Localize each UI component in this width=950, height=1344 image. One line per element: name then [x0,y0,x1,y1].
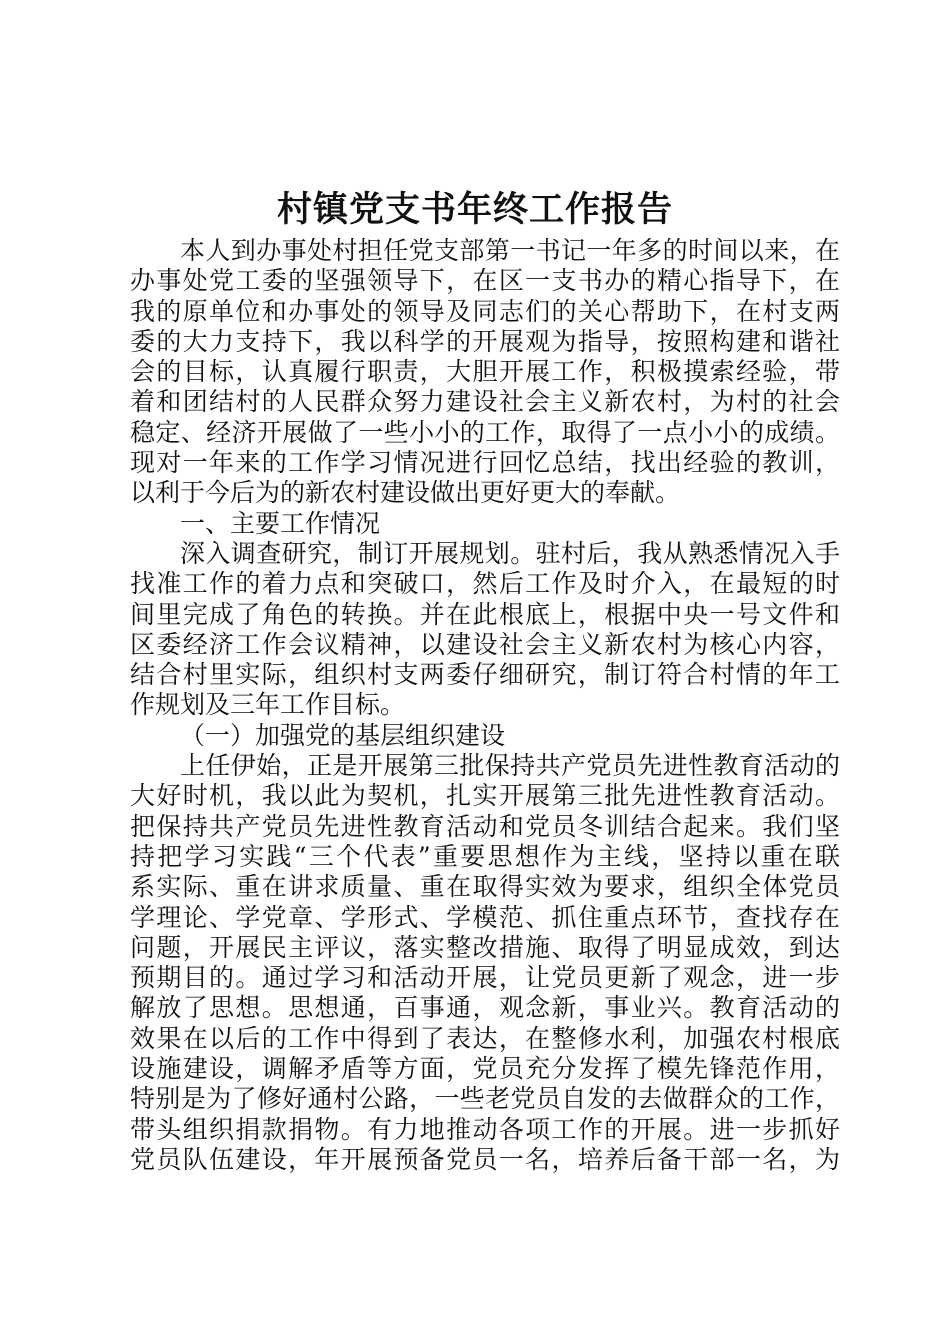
paragraph-line: 间里完成了角色的转换。并在此根底上，根据中央一号文件和 [130,599,840,629]
paragraph-line: 会的目标，认真履行职责，大胆开展工作，积极摸索经验，带 [130,357,840,387]
paragraph-line: 大好时机，我以此为契机，扎实开展第三批先进性教育活动。 [130,781,840,811]
paragraph-line: 找准工作的着力点和突破口，然后工作及时介入，在最短的时 [130,569,840,599]
paragraph-line: 特别是为了修好通村公路，一些老党员自发的去做群众的工作， [130,1084,840,1114]
paragraph-line: 持把学习实践“三个代表”重要思想作为主线，坚持以重在联 [130,841,840,871]
paragraph-line: 效果在以后的工作中得到了表达，在整修水利，加强农村根底 [130,1023,840,1053]
paragraph-line: 系实际、重在讲求质量、重在取得实效为要求，组织全体党员 [130,872,840,902]
paragraph-line: 作规划及三年工作目标。 [130,690,406,720]
document-title: 村镇党支书年终工作报告 [276,189,673,230]
paragraph-line: 把保持共产党员先进性教育活动和党员冬训结合起来。我们坚 [130,811,840,841]
section-heading: 一、主要工作情况 [180,508,381,538]
paragraph-line: 深入调查研究，制订开展规划。驻村后，我从熟悉情况入手 [180,538,840,568]
paragraph-line: 本人到办事处村担任党支部第一书记一年多的时间以来，在 [180,236,840,265]
paragraph-line: 区委经济工作会议精神，以建设社会主义新农村为核心内容， [130,629,840,659]
paragraph-line: 带头组织捐款捐物。有力地推动各项工作的开展。进一步抓好 [130,1114,840,1144]
paragraph-line: 以利于今后为的新农村建设做出更好更大的奉献。 [130,478,681,508]
paragraph-line: 稳定、经济开展做了一些小小的工作，取得了一点小小的成绩。 [130,417,840,447]
paragraph-line: 我的原单位和办事处的领导及同志们的关心帮助下，在村支两 [130,296,840,326]
paragraph-line: 设施建设，调解矛盾等方面，党员充分发挥了模先锋范作用， [130,1054,840,1084]
paragraph-line: 问题，开展民主评议，落实整改措施、取得了明显成效，到达 [130,932,840,962]
paragraph-line: 党员队伍建设，年开展预备党员一名，培养后备干部一名，为 [130,1144,840,1174]
paragraph-line: 预期目的。通过学习和活动开展，让党员更新了观念，进一步 [130,963,840,993]
document-body [130,236,840,1175]
paragraph-line: 办事处党工委的坚强领导下，在区一支书办的精心指导下，在 [130,266,840,296]
subsection-heading: （一）加强党的基层组织建设 [180,720,506,750]
paragraph-line: 现对一年来的工作学习情况进行回忆总结，找出经验的教训， [130,448,840,478]
paragraph-line: 着和团结村的人民群众努力建设社会主义新农村，为村的社会 [130,387,840,417]
paragraph-line: 委的大力支持下，我以科学的开展观为指导，按照构建和谐社 [130,326,840,356]
paragraph-line: 学理论、学党章、学形式、学模范、抓住重点环节，查找存在 [130,902,840,932]
paragraph-line: 解放了思想。思想通，百事通，观念新，事业兴。教育活动的 [130,993,840,1023]
paragraph-line: 结合村里实际，组织村支两委仔细研究，制订符合村情的年工 [130,660,840,690]
paragraph-line: 上任伊始，正是开展第三批保持共产党员先进性教育活动的 [180,751,840,781]
